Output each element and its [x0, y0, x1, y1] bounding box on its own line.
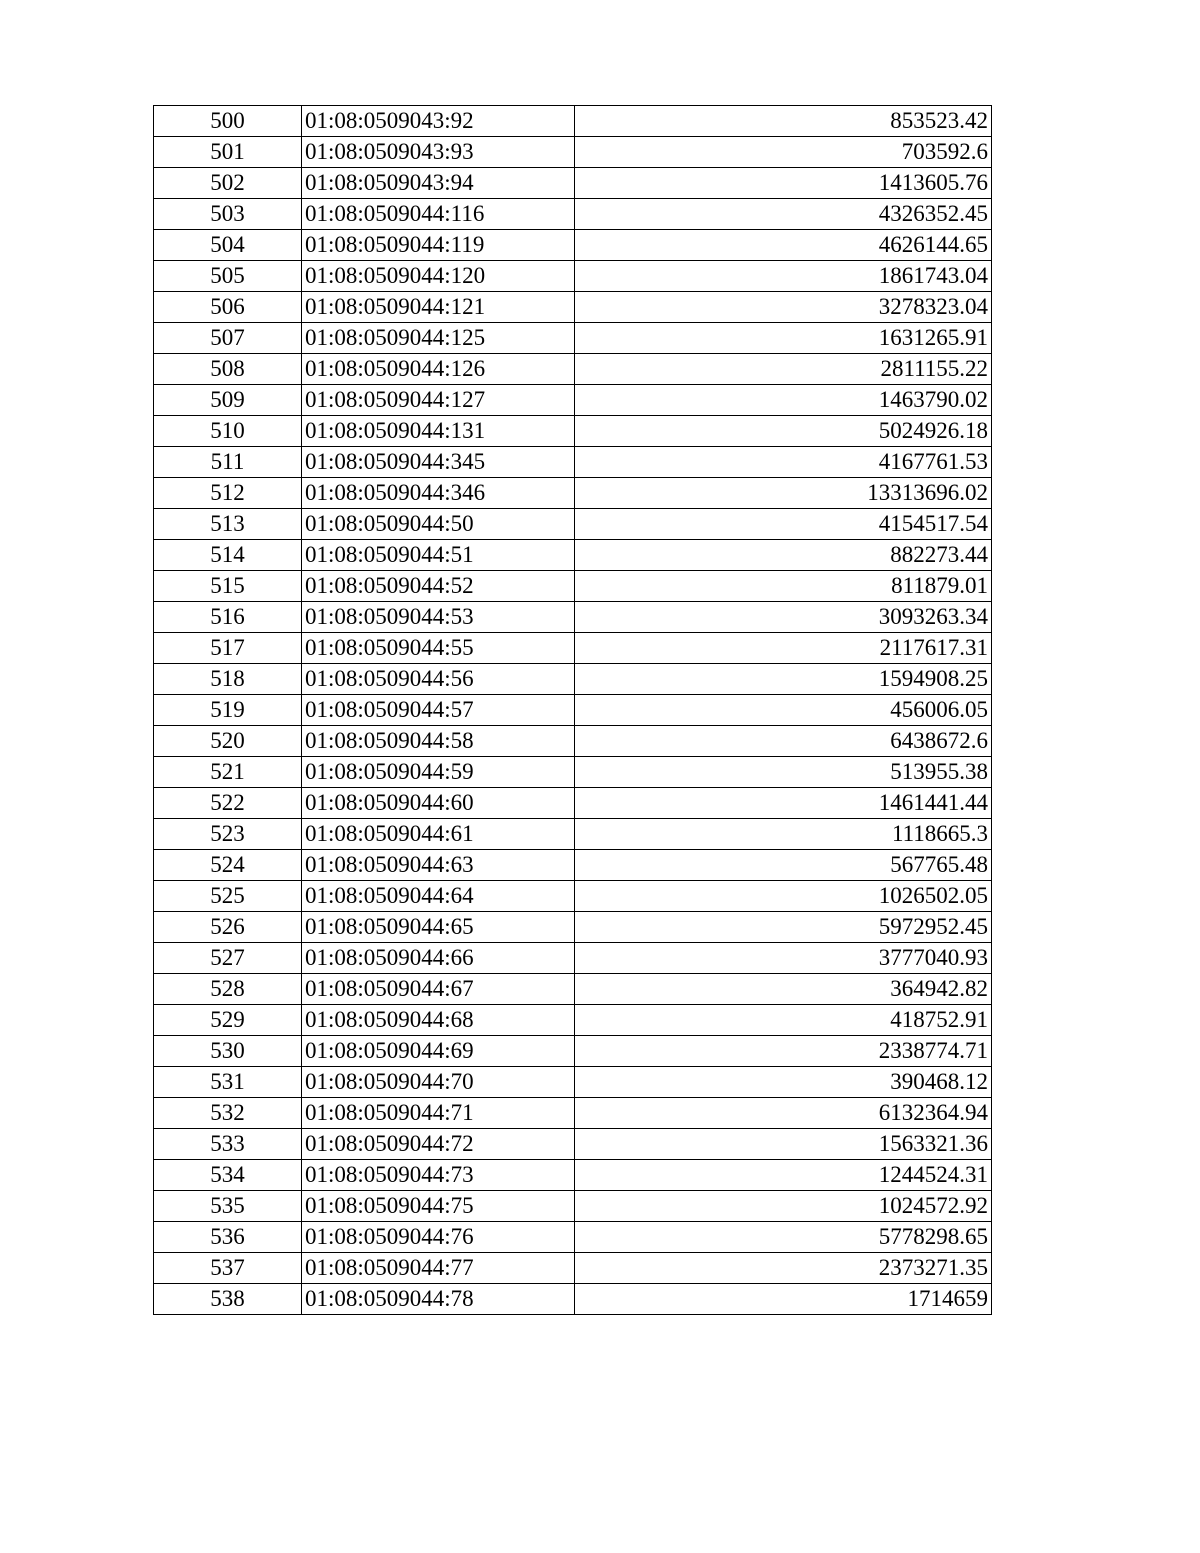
row-number-cell: 513: [154, 509, 302, 540]
table-row: [154, 1253, 992, 1284]
row-number-cell: 502: [154, 168, 302, 199]
row-number-cell: 526: [154, 912, 302, 943]
cadastral-number-cell: 01:08:0509044:68: [302, 1005, 575, 1036]
row-number-cell: 509: [154, 385, 302, 416]
row-number-cell: 521: [154, 757, 302, 788]
cadastral-number-cell: 01:08:0509044:52: [302, 571, 575, 602]
value-cell: 390468.12: [575, 1067, 992, 1098]
value-cell: 4154517.54: [575, 509, 992, 540]
value-cell: 418752.91: [575, 1005, 992, 1036]
table-row: [154, 385, 992, 416]
row-number-cell: 531: [154, 1067, 302, 1098]
value-cell: 2811155.22: [575, 354, 992, 385]
cadastral-number-cell: 01:08:0509044:50: [302, 509, 575, 540]
cadastral-number-cell: 01:08:0509044:116: [302, 199, 575, 230]
table-row: [154, 602, 992, 633]
value-cell: 1594908.25: [575, 664, 992, 695]
value-cell: 1244524.31: [575, 1160, 992, 1191]
row-number-cell: 534: [154, 1160, 302, 1191]
table-row: [154, 757, 992, 788]
data-table: [153, 105, 992, 1315]
cadastral-number-cell: 01:08:0509044:77: [302, 1253, 575, 1284]
row-number-cell: 515: [154, 571, 302, 602]
cadastral-number-cell: 01:08:0509044:125: [302, 323, 575, 354]
row-number-cell: 529: [154, 1005, 302, 1036]
value-cell: 2117617.31: [575, 633, 992, 664]
row-number-cell: 535: [154, 1191, 302, 1222]
table-row: [154, 695, 992, 726]
value-cell: 456006.05: [575, 695, 992, 726]
table-row: [154, 199, 992, 230]
cadastral-number-cell: 01:08:0509044:55: [302, 633, 575, 664]
table-row: [154, 323, 992, 354]
table-row: [154, 478, 992, 509]
table-row: [154, 137, 992, 168]
table-row: [154, 354, 992, 385]
cadastral-number-cell: 01:08:0509044:66: [302, 943, 575, 974]
row-number-cell: 537: [154, 1253, 302, 1284]
value-cell: 811879.01: [575, 571, 992, 602]
value-cell: 1861743.04: [575, 261, 992, 292]
row-number-cell: 528: [154, 974, 302, 1005]
cadastral-number-cell: 01:08:0509044:75: [302, 1191, 575, 1222]
cadastral-number-cell: 01:08:0509044:127: [302, 385, 575, 416]
value-cell: 6132364.94: [575, 1098, 992, 1129]
cadastral-number-cell: 01:08:0509044:76: [302, 1222, 575, 1253]
row-number-cell: 507: [154, 323, 302, 354]
value-cell: 5972952.45: [575, 912, 992, 943]
row-number-cell: 501: [154, 137, 302, 168]
row-number-cell: 510: [154, 416, 302, 447]
table-row: [154, 912, 992, 943]
table-row: [154, 1067, 992, 1098]
row-number-cell: 516: [154, 602, 302, 633]
table-row: [154, 1222, 992, 1253]
row-number-cell: 532: [154, 1098, 302, 1129]
table-row: [154, 261, 992, 292]
table-row: [154, 974, 992, 1005]
value-cell: 2373271.35: [575, 1253, 992, 1284]
row-number-cell: 519: [154, 695, 302, 726]
cadastral-number-cell: 01:08:0509044:73: [302, 1160, 575, 1191]
row-number-cell: 520: [154, 726, 302, 757]
value-cell: 513955.38: [575, 757, 992, 788]
table-row: [154, 850, 992, 881]
row-number-cell: 523: [154, 819, 302, 850]
cadastral-number-cell: 01:08:0509043:92: [302, 106, 575, 137]
row-number-cell: 500: [154, 106, 302, 137]
cadastral-number-cell: 01:08:0509044:70: [302, 1067, 575, 1098]
table-body: [154, 106, 992, 1315]
value-cell: 3777040.93: [575, 943, 992, 974]
row-number-cell: 527: [154, 943, 302, 974]
table-row: [154, 633, 992, 664]
row-number-cell: 511: [154, 447, 302, 478]
value-cell: 703592.6: [575, 137, 992, 168]
cadastral-number-cell: 01:08:0509044:78: [302, 1284, 575, 1315]
cadastral-number-cell: 01:08:0509044:71: [302, 1098, 575, 1129]
table-row: [154, 447, 992, 478]
table-row: [154, 726, 992, 757]
row-number-cell: 512: [154, 478, 302, 509]
table-row: [154, 943, 992, 974]
cadastral-number-cell: 01:08:0509044:120: [302, 261, 575, 292]
cadastral-number-cell: 01:08:0509044:58: [302, 726, 575, 757]
table-row: [154, 664, 992, 695]
row-number-cell: 525: [154, 881, 302, 912]
cadastral-number-cell: 01:08:0509044:121: [302, 292, 575, 323]
table-row: [154, 1284, 992, 1315]
value-cell: 4326352.45: [575, 199, 992, 230]
cadastral-number-cell: 01:08:0509044:61: [302, 819, 575, 850]
cadastral-number-cell: 01:08:0509044:60: [302, 788, 575, 819]
row-number-cell: 508: [154, 354, 302, 385]
table-row: [154, 1160, 992, 1191]
value-cell: 3278323.04: [575, 292, 992, 323]
table-row: [154, 788, 992, 819]
cadastral-number-cell: 01:08:0509043:93: [302, 137, 575, 168]
value-cell: 853523.42: [575, 106, 992, 137]
row-number-cell: 536: [154, 1222, 302, 1253]
value-cell: 882273.44: [575, 540, 992, 571]
table-row: [154, 1036, 992, 1067]
cadastral-number-cell: 01:08:0509044:345: [302, 447, 575, 478]
value-cell: 1413605.76: [575, 168, 992, 199]
table-row: [154, 106, 992, 137]
value-cell: 1631265.91: [575, 323, 992, 354]
row-number-cell: 518: [154, 664, 302, 695]
table-row: [154, 1098, 992, 1129]
table-row: [154, 416, 992, 447]
value-cell: 1024572.92: [575, 1191, 992, 1222]
cadastral-number-cell: 01:08:0509044:63: [302, 850, 575, 881]
table-row: [154, 1129, 992, 1160]
row-number-cell: 504: [154, 230, 302, 261]
cadastral-number-cell: 01:08:0509044:65: [302, 912, 575, 943]
table-row: [154, 540, 992, 571]
cadastral-number-cell: 01:08:0509044:126: [302, 354, 575, 385]
value-cell: 1463790.02: [575, 385, 992, 416]
cadastral-number-cell: 01:08:0509044:119: [302, 230, 575, 261]
cadastral-number-cell: 01:08:0509044:64: [302, 881, 575, 912]
table-row: [154, 168, 992, 199]
cadastral-number-cell: 01:08:0509044:59: [302, 757, 575, 788]
table-row: [154, 571, 992, 602]
value-cell: 3093263.34: [575, 602, 992, 633]
value-cell: 2338774.71: [575, 1036, 992, 1067]
value-cell: 5778298.65: [575, 1222, 992, 1253]
row-number-cell: 514: [154, 540, 302, 571]
value-cell: 1118665.3: [575, 819, 992, 850]
cadastral-number-cell: 01:08:0509044:72: [302, 1129, 575, 1160]
cadastral-number-cell: 01:08:0509044:57: [302, 695, 575, 726]
cadastral-number-cell: 01:08:0509044:51: [302, 540, 575, 571]
value-cell: 4626144.65: [575, 230, 992, 261]
table-row: [154, 881, 992, 912]
row-number-cell: 503: [154, 199, 302, 230]
row-number-cell: 506: [154, 292, 302, 323]
table-row: [154, 509, 992, 540]
cadastral-number-cell: 01:08:0509044:69: [302, 1036, 575, 1067]
value-cell: 1563321.36: [575, 1129, 992, 1160]
value-cell: 364942.82: [575, 974, 992, 1005]
value-cell: 4167761.53: [575, 447, 992, 478]
cadastral-number-cell: 01:08:0509044:56: [302, 664, 575, 695]
value-cell: 5024926.18: [575, 416, 992, 447]
row-number-cell: 505: [154, 261, 302, 292]
value-cell: 1714659: [575, 1284, 992, 1315]
cadastral-number-cell: 01:08:0509044:53: [302, 602, 575, 633]
row-number-cell: 522: [154, 788, 302, 819]
row-number-cell: 538: [154, 1284, 302, 1315]
cadastral-number-cell: 01:08:0509044:67: [302, 974, 575, 1005]
value-cell: 567765.48: [575, 850, 992, 881]
value-cell: 6438672.6: [575, 726, 992, 757]
row-number-cell: 530: [154, 1036, 302, 1067]
row-number-cell: 533: [154, 1129, 302, 1160]
table-row: [154, 230, 992, 261]
value-cell: 13313696.02: [575, 478, 992, 509]
cadastral-number-cell: 01:08:0509044:131: [302, 416, 575, 447]
table-row: [154, 1191, 992, 1222]
table-row: [154, 292, 992, 323]
value-cell: 1461441.44: [575, 788, 992, 819]
table-row: [154, 819, 992, 850]
value-cell: 1026502.05: [575, 881, 992, 912]
cadastral-number-cell: 01:08:0509044:346: [302, 478, 575, 509]
row-number-cell: 517: [154, 633, 302, 664]
cadastral-number-cell: 01:08:0509043:94: [302, 168, 575, 199]
table-row: [154, 1005, 992, 1036]
row-number-cell: 524: [154, 850, 302, 881]
